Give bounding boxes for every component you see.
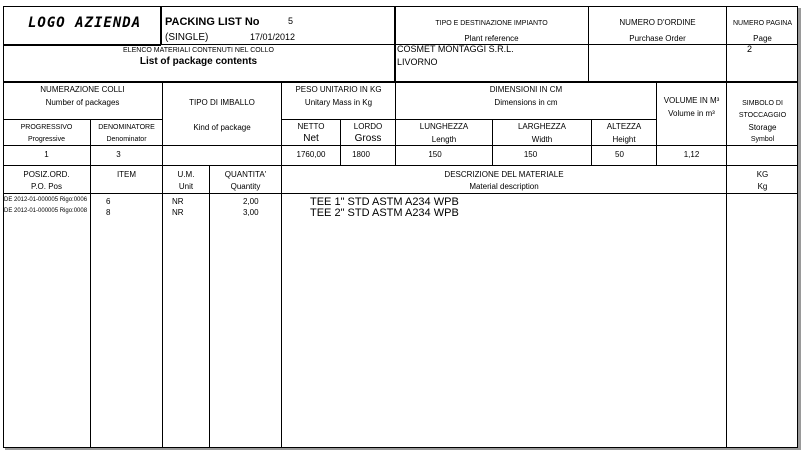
progressive-label-en: Progressive [28,136,65,143]
logo-divider [160,6,162,44]
net-label-en: Net [303,133,319,144]
qty-label-en: Quantity [230,182,261,191]
contents-title-it: ELENCO MATERIALI CONTENUTI NEL COLLO [123,47,274,54]
storage-label-en2: Symbol [750,136,775,143]
storage-label-en: Storage [748,123,777,132]
header-bottom-border [3,81,798,83]
order-label-it: NUMERO D'ORDINE [619,18,696,27]
order-label-en: Purchase Order [629,34,686,43]
width-value: 150 [523,150,538,159]
contents-title-en: List of package contents [139,56,258,67]
gross-value: 1800 [352,150,370,159]
logo-overline [80,6,92,7]
packing-type-label-it: TIPO DI IMBALLO [189,98,255,107]
height-value: 50 [615,150,624,159]
item-label-it: ITEM [116,170,137,179]
packing-type-label-en: Kind of package [193,123,251,132]
desc-label-en: Material description [469,182,539,191]
item-um: NR [172,208,184,217]
company-name: COSMET MONTAGGI S.R.L. [397,44,514,54]
item-desc: TEE 2" STD ASTM A234 WPB [310,207,459,219]
storage-label-it: SIMBOLO DI STOCCAGGIO [738,100,787,119]
page-number: 2 [747,44,753,54]
gross-label-en: Gross [354,133,382,144]
item-qty: 2,00 [243,197,259,206]
items-v1 [90,165,91,448]
page-label-en: Page [753,34,772,43]
plant-divider [588,6,589,82]
length-value: 150 [428,150,442,159]
packing-divider [394,6,396,82]
plant-label-en: Plant reference [464,34,519,43]
pos-label-en: P.O. Pos [31,182,62,191]
header-divider [3,44,161,46]
frame-shadow-bottom [5,448,801,450]
unit-weight-label-it: PESO UNITARIO IN KG [295,85,382,94]
items-v2 [162,165,163,448]
volume-label-it: VOLUME IN M³ [663,96,720,105]
company-city: LIVORNO [397,57,438,67]
packing-list-number: 5 [288,16,294,26]
length-label-en: Length [431,135,457,144]
page-frame [3,6,798,448]
item-qty: 3,00 [243,208,259,217]
pkg-h-sub-mid [281,119,656,120]
dimensions-label-en: Dimensions in cm [494,98,558,107]
net-label-it: NETTO [297,122,325,131]
pkg-h-sub-left [3,119,162,120]
desc-label-it: DESCRIZIONE DEL MATERIALE [444,170,564,179]
height-label-it: ALTEZZA [606,122,642,131]
item-pos: DE 2012-01-000005 Rigo:0006 [4,197,88,203]
um-label-en: Unit [178,182,194,191]
pkg-h-values [3,145,798,146]
numbering-label-en: Number of packages [45,98,120,107]
volume-value: 1,12 [683,150,700,159]
item-number: 6 [106,197,111,206]
items-v4 [281,165,282,448]
company-logo: LOGO AZIENDA [28,15,142,31]
items-h-header-bottom [3,193,798,194]
packing-list-label: PACKING LIST No [165,16,260,28]
item-desc: TEE 1" STD ASTM A234 WPB [310,196,459,208]
item-number: 8 [106,208,111,217]
net-value: 1760,00 [296,150,326,159]
gross-label-it: LORDO [353,122,383,131]
width-label-it: LARGHEZZA [517,122,566,131]
denominator-label-en: Denominator [106,136,147,143]
frame-shadow-right [798,8,801,450]
numbering-label-it: NUMERAZIONE COLLI [40,85,125,94]
progressive-label-it: PROGRESSIVO [20,124,73,131]
volume-label-en: Volume in m³ [668,109,715,118]
plant-label-it: TIPO E DESTINAZIONE IMPIANTO [435,20,548,27]
pkg-h-items-header [3,165,798,166]
um-label-it: U.M. [177,170,195,179]
length-label-it: LUNGHEZZA [419,122,469,131]
page-label-it: NUMERO PAGINA [733,20,792,27]
denominator-label-it: DENOMINATORE [98,124,155,131]
denominator-value: 3 [116,150,121,159]
order-divider [726,6,727,82]
pos-label-it: POSIZ.ORD. [23,170,70,179]
kg-label-en: Kg [757,182,768,191]
height-label-en: Height [612,135,636,144]
item-um: NR [172,197,184,206]
items-v3 [209,165,210,448]
packing-list-type: (SINGLE) [165,32,209,43]
kg-label-it: KG [756,170,769,179]
progressive-value: 1 [44,150,49,159]
width-label-en: Width [531,135,553,144]
item-pos: DE 2012-01-000005 Rigo:0008 [4,208,88,214]
packing-list-date: 17/01/2012 [250,32,296,42]
unit-weight-label-en: Unitary Mass in Kg [304,98,373,107]
qty-label-it: QUANTITA' [224,170,267,179]
dimensions-label-it: DIMENSIONI IN CM [489,85,563,94]
